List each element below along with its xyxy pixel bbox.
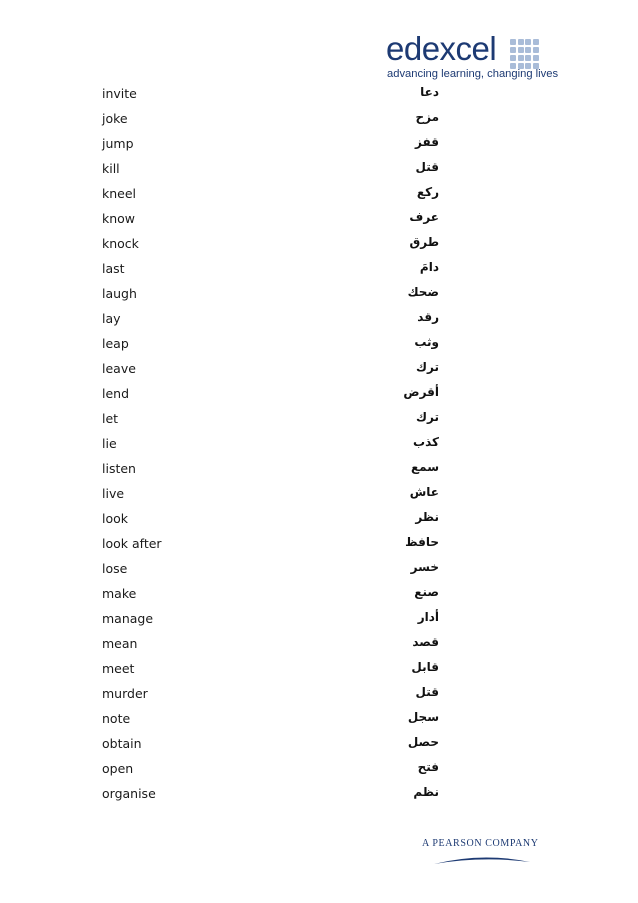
- arabic-word: قابل: [411, 660, 439, 674]
- english-word: look after: [102, 536, 162, 551]
- vocabulary-row: [0, 207, 638, 232]
- logo-tagline: advancing learning, changing lives: [387, 68, 559, 80]
- vocabulary-row: [0, 732, 638, 757]
- arabic-word: طرق: [409, 235, 439, 249]
- arabic-word: عاش: [409, 485, 439, 499]
- vocabulary-row: [0, 132, 638, 157]
- vocabulary-row: [0, 107, 638, 132]
- arabic-word: حصل: [407, 735, 439, 749]
- vocabulary-row: [0, 582, 638, 607]
- english-word: invite: [102, 86, 137, 101]
- english-word: mean: [102, 636, 138, 651]
- arabic-word: دعا: [420, 85, 439, 99]
- swoosh-icon: [432, 852, 532, 866]
- vocabulary-row: [0, 307, 638, 332]
- english-word: leave: [102, 361, 136, 376]
- arabic-word: ترك: [416, 410, 439, 424]
- english-word: look: [102, 511, 129, 526]
- vocabulary-list: [0, 82, 638, 807]
- arabic-word: قفز: [415, 135, 439, 149]
- arabic-word: قتل: [415, 160, 439, 174]
- vocabulary-row: [0, 82, 638, 107]
- english-word: open: [102, 761, 134, 776]
- english-word: kill: [102, 161, 120, 176]
- vocabulary-row: [0, 707, 638, 732]
- footer-text: A PEARSON COMPANY: [422, 838, 539, 849]
- english-word: lay: [102, 311, 121, 326]
- english-word: lend: [102, 386, 130, 401]
- arabic-word: ترك: [416, 360, 439, 374]
- arabic-word: نظم: [413, 785, 439, 799]
- arabic-word: أقرض: [403, 385, 439, 399]
- vocabulary-row: [0, 757, 638, 782]
- arabic-word: رقد: [417, 310, 439, 324]
- english-word: leap: [102, 336, 129, 351]
- english-word: knock: [102, 236, 139, 251]
- vocabulary-row: [0, 457, 638, 482]
- arabic-word: قصد: [412, 635, 439, 649]
- english-word: organise: [102, 786, 156, 801]
- arabic-word: عرف: [409, 210, 439, 224]
- vocabulary-row: [0, 432, 638, 457]
- pearson-footer: [420, 838, 550, 868]
- vocabulary-row: [0, 632, 638, 657]
- vocabulary-row: [0, 607, 638, 632]
- vocabulary-row: [0, 557, 638, 582]
- arabic-word: حافظ: [405, 535, 439, 549]
- vocabulary-row: [0, 282, 638, 307]
- english-word: lie: [102, 436, 117, 451]
- arabic-word: ركع: [416, 185, 439, 199]
- logo-wordmark: edexcel: [386, 30, 497, 67]
- arabic-word: نظر: [415, 510, 439, 524]
- english-word: manage: [102, 611, 154, 626]
- arabic-word: كذب: [413, 435, 439, 449]
- english-word: listen: [102, 461, 136, 476]
- arabic-word: ضحك: [407, 285, 439, 299]
- arabic-word: مزح: [415, 110, 439, 124]
- arabic-word: دامَ: [419, 260, 439, 274]
- english-word: laugh: [102, 286, 137, 301]
- vocabulary-row: [0, 232, 638, 257]
- english-word: let: [102, 411, 119, 426]
- vocabulary-row: [0, 532, 638, 557]
- vocabulary-row: [0, 382, 638, 407]
- vocabulary-row: [0, 407, 638, 432]
- english-word: lose: [102, 561, 128, 576]
- english-word: make: [102, 586, 137, 601]
- vocabulary-row: [0, 332, 638, 357]
- arabic-word: قتل: [415, 685, 439, 699]
- vocabulary-row: [0, 657, 638, 682]
- english-word: murder: [102, 686, 148, 701]
- english-word: last: [102, 261, 125, 276]
- edexcel-logo: [386, 30, 559, 86]
- arabic-word: سجل: [407, 710, 439, 724]
- arabic-word: فتح: [417, 760, 439, 774]
- arabic-word: سمع: [410, 460, 439, 474]
- english-word: jump: [102, 136, 134, 151]
- vocabulary-row: [0, 782, 638, 807]
- vocabulary-row: [0, 357, 638, 382]
- english-word: meet: [102, 661, 135, 676]
- vocabulary-row: [0, 682, 638, 707]
- vocabulary-row: [0, 482, 638, 507]
- arabic-word: وثب: [414, 335, 439, 349]
- arabic-word: صنع: [414, 585, 439, 599]
- arabic-word: خسر: [410, 560, 439, 574]
- english-word: kneel: [102, 186, 137, 201]
- english-word: live: [102, 486, 125, 501]
- vocabulary-row: [0, 257, 638, 282]
- english-word: note: [102, 711, 131, 726]
- arabic-word: أدار: [417, 610, 439, 624]
- english-word: obtain: [102, 736, 142, 751]
- vocabulary-row: [0, 507, 638, 532]
- logo-dot-grid-icon: [510, 39, 540, 69]
- vocabulary-row: [0, 182, 638, 207]
- english-word: know: [102, 211, 136, 226]
- english-word: joke: [102, 111, 128, 126]
- vocabulary-row: [0, 157, 638, 182]
